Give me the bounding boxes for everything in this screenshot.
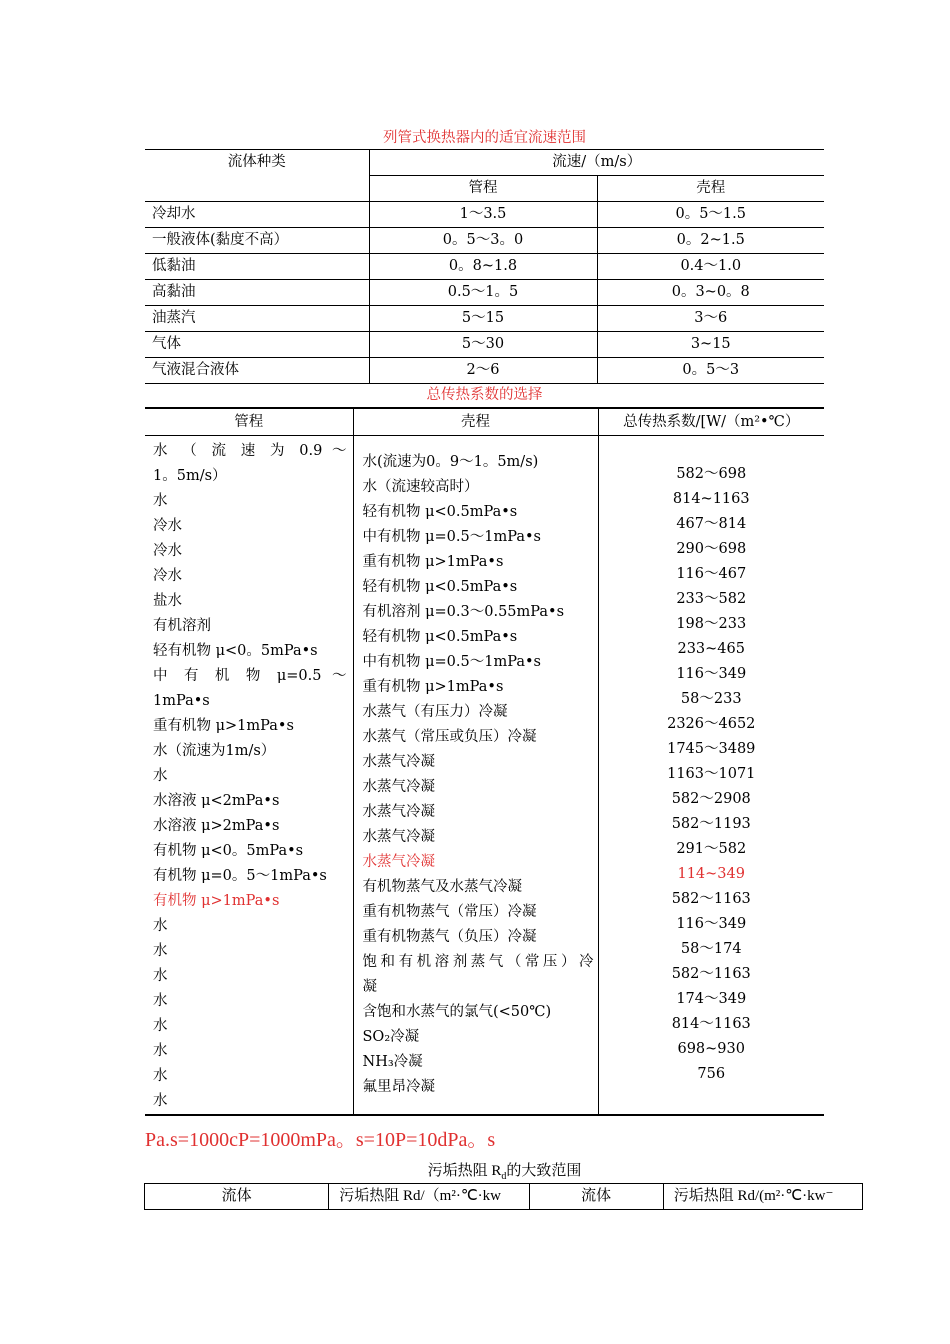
coefficient-line: 2326～4652 — [667, 716, 756, 732]
tube-line: 水 — [153, 1018, 168, 1034]
coefficient-line: 1163～1071 — [667, 766, 756, 782]
shell-line: 饱和有机溶剂蒸气（常压）冷 — [362, 954, 594, 970]
cell-shell: 0.4～1.0 — [597, 254, 824, 280]
table-row — [145, 254, 824, 280]
tube-line: 水 — [153, 968, 168, 984]
tube-line: 盐水 — [153, 593, 182, 609]
unit-formula: Pa.s=1000cP=1000mPa。s=10P=10dPa。s — [145, 1129, 496, 1151]
shell-line: 水蒸气（有压力）冷凝 — [362, 704, 508, 720]
title-text-suffix: 的大致范围 — [506, 1163, 582, 1179]
header-fluid-1: 流体 — [145, 1184, 329, 1210]
shell-line: 含饱和水蒸气的氯气(<50℃) — [362, 1004, 552, 1020]
coefficient-line: 467～814 — [676, 516, 747, 532]
shell-line: 重有机物 μ>1mPa•s — [362, 554, 504, 570]
shell-line: 重有机物蒸气（常压）冷凝 — [362, 904, 537, 920]
shell-line: 凝 — [362, 979, 377, 995]
tube-line: 中 有 机 物 μ=0.5 ～ — [153, 668, 347, 684]
coefficient-line: 582～1163 — [671, 891, 751, 907]
shell-line: 水蒸气冷凝 — [362, 829, 435, 845]
coefficient-line: 198～233 — [676, 616, 747, 632]
shell-line: 轻有机物 μ<0.5mPa•s — [362, 579, 518, 595]
coefficient-line: 814～1163 — [671, 1016, 751, 1032]
tube-line: 1。5m/s） — [153, 468, 227, 484]
cell-shell: 0。5～3 — [597, 358, 824, 384]
tube-line: 水 — [153, 1068, 168, 1084]
shell-line: 轻有机物 μ<0.5mPa•s — [362, 504, 518, 520]
cell-tube: 0。5～3。0 — [369, 228, 597, 254]
header-resistance-1: 污垢热阻 Rd/（m²·℃·kw — [329, 1184, 529, 1210]
cell-shell: 3～6 — [597, 306, 824, 332]
tube-line: 有机物 μ>1mPa•s — [153, 893, 280, 909]
table-row — [145, 358, 824, 384]
coefficient-column — [598, 436, 824, 1116]
tube-line: 水 （ 流 速 为 0.9 ～ — [153, 443, 347, 459]
coefficient-line: 756 — [697, 1066, 726, 1082]
cell-fluid: 一般液体(黏度不高） — [145, 228, 369, 254]
tube-side-column — [145, 436, 353, 1116]
shell-side-column — [353, 436, 598, 1116]
coefficient-line: 1745～3489 — [667, 741, 756, 757]
shell-line: 水蒸气（常压或负压）冷凝 — [362, 729, 537, 745]
cell-fluid: 低黏油 — [145, 254, 369, 280]
tube-line: 水 — [153, 1093, 168, 1109]
title-subscript: d — [501, 1171, 507, 1182]
header-fluid-2: 流体 — [529, 1184, 663, 1210]
header-resistance-2: 污垢热阻 Rd/(m²·℃·kw⁻ — [673, 1188, 834, 1204]
cell-fluid: 气液混合液体 — [145, 358, 369, 384]
coefficient-line: 116～349 — [676, 666, 747, 682]
tube-line: 有机溶剂 — [153, 618, 211, 634]
cell-fluid: 冷却水 — [145, 202, 369, 228]
coefficient-line: 116～467 — [676, 566, 747, 582]
header-fluid-type: 流体种类 — [145, 150, 369, 202]
header-velocity: 流速/（m/s） — [369, 150, 824, 176]
header-shell: 壳程 — [597, 176, 824, 202]
cell-tube: 5～30 — [369, 332, 597, 358]
table1-title: 列管式换热器内的适宜流速范围 — [383, 130, 586, 146]
tube-line: 有机物 μ<0。5mPa•s — [153, 843, 304, 859]
shell-line: 水蒸气冷凝 — [362, 804, 435, 820]
header-tube-side: 管程 — [145, 408, 353, 436]
coefficient-line: 174～349 — [676, 991, 747, 1007]
cell-fluid: 气体 — [145, 332, 369, 358]
coefficient-line: 116～349 — [676, 916, 747, 932]
cell-tube: 2～6 — [369, 358, 597, 384]
coefficient-line: 233~465 — [677, 641, 745, 657]
shell-line: 水蒸气冷凝 — [362, 754, 435, 770]
shell-line: 重有机物 μ>1mPa•s — [362, 679, 504, 695]
velocity-table — [145, 149, 824, 384]
tube-line: 水（流速为1m/s） — [153, 743, 276, 759]
tube-line: 水溶液 μ>2mPa•s — [153, 818, 280, 834]
cell-tube: 5～15 — [369, 306, 597, 332]
shell-line: 中有机物 μ=0.5～1mPa•s — [362, 529, 541, 545]
tube-line: 1mPa•s — [153, 693, 210, 709]
tube-line: 水 — [153, 918, 168, 934]
shell-line: 有机物蒸气及水蒸气冷凝 — [362, 879, 522, 895]
coefficient-line: 58～174 — [680, 941, 742, 957]
shell-line: SO₂冷凝 — [362, 1029, 420, 1045]
tube-line: 有机物 μ=0。5～1mPa•s — [153, 868, 327, 884]
header-shell-side: 壳程 — [353, 408, 598, 436]
coefficient-line: 582～1193 — [671, 816, 751, 832]
coefficient-line: 814~1163 — [672, 491, 750, 507]
cell-shell: 0。2~1.5 — [597, 228, 824, 254]
shell-line: 有机溶剂 μ=0.3～0.55mPa•s — [362, 604, 565, 620]
coefficient-line: 582～2908 — [671, 791, 751, 807]
shell-line: 水蒸气冷凝 — [362, 779, 435, 795]
shell-line: 中有机物 μ=0.5～1mPa•s — [362, 654, 541, 670]
coefficient-line: 291～582 — [676, 841, 747, 857]
tube-line: 水 — [153, 943, 168, 959]
table-row — [145, 228, 824, 254]
cell-fluid: 高黏油 — [145, 280, 369, 306]
table-row — [145, 280, 824, 306]
cell-fluid: 油蒸汽 — [145, 306, 369, 332]
tube-line: 水 — [153, 768, 168, 784]
coefficient-line: 582～1163 — [671, 966, 751, 982]
shell-line: NH₃冷凝 — [362, 1054, 423, 1070]
table-row — [145, 202, 824, 228]
tube-line: 水 — [153, 493, 168, 509]
table-row — [145, 306, 824, 332]
shell-line: 轻有机物 μ<0.5mPa•s — [362, 629, 518, 645]
coefficient-line: 582～698 — [676, 466, 747, 482]
cell-tube: 0。8~1.8 — [369, 254, 597, 280]
shell-line: 水(流速为0。9～1。5m/s) — [362, 454, 539, 470]
tube-line: 水溶液 μ<2mPa•s — [153, 793, 280, 809]
cell-shell: 0。5～1.5 — [597, 202, 824, 228]
shell-line: 重有机物蒸气（负压）冷凝 — [362, 929, 537, 945]
shell-line: 水（流速较高时） — [362, 479, 479, 495]
header-overall-coefficient: 总传热系数/[W/（m²•℃） — [598, 408, 824, 436]
tube-line: 水 — [153, 1043, 168, 1059]
shell-line: 氟里昂冷凝 — [362, 1079, 435, 1095]
coefficient-line: 114~349 — [677, 866, 745, 882]
table-row — [145, 332, 824, 358]
table2-title: 总传热系数的选择 — [426, 387, 543, 403]
tube-line: 冷水 — [153, 543, 182, 559]
coefficient-line: 58～233 — [680, 691, 742, 707]
coefficient-line: 290～698 — [676, 541, 747, 557]
fouling-resistance-table — [144, 1183, 863, 1210]
title-text: 污垢热阻 R — [427, 1163, 502, 1179]
tube-line: 轻有机物 μ<0。5mPa•s — [153, 643, 318, 659]
cell-shell: 0。3~0。8 — [597, 280, 824, 306]
cell-tube: 0.5～1。5 — [369, 280, 597, 306]
coefficient-line: 698~930 — [677, 1041, 745, 1057]
coefficient-line: 233～582 — [676, 591, 747, 607]
tube-line: 水 — [153, 993, 168, 1009]
cell-shell: 3~15 — [597, 332, 824, 358]
tube-line: 冷水 — [153, 518, 182, 534]
shell-line: 水蒸气冷凝 — [362, 854, 435, 870]
heat-transfer-table — [145, 407, 824, 1116]
tube-line: 重有机物 μ>1mPa•s — [153, 718, 294, 734]
header-tube: 管程 — [369, 176, 597, 202]
tube-line: 冷水 — [153, 568, 182, 584]
cell-tube: 1～3.5 — [369, 202, 597, 228]
